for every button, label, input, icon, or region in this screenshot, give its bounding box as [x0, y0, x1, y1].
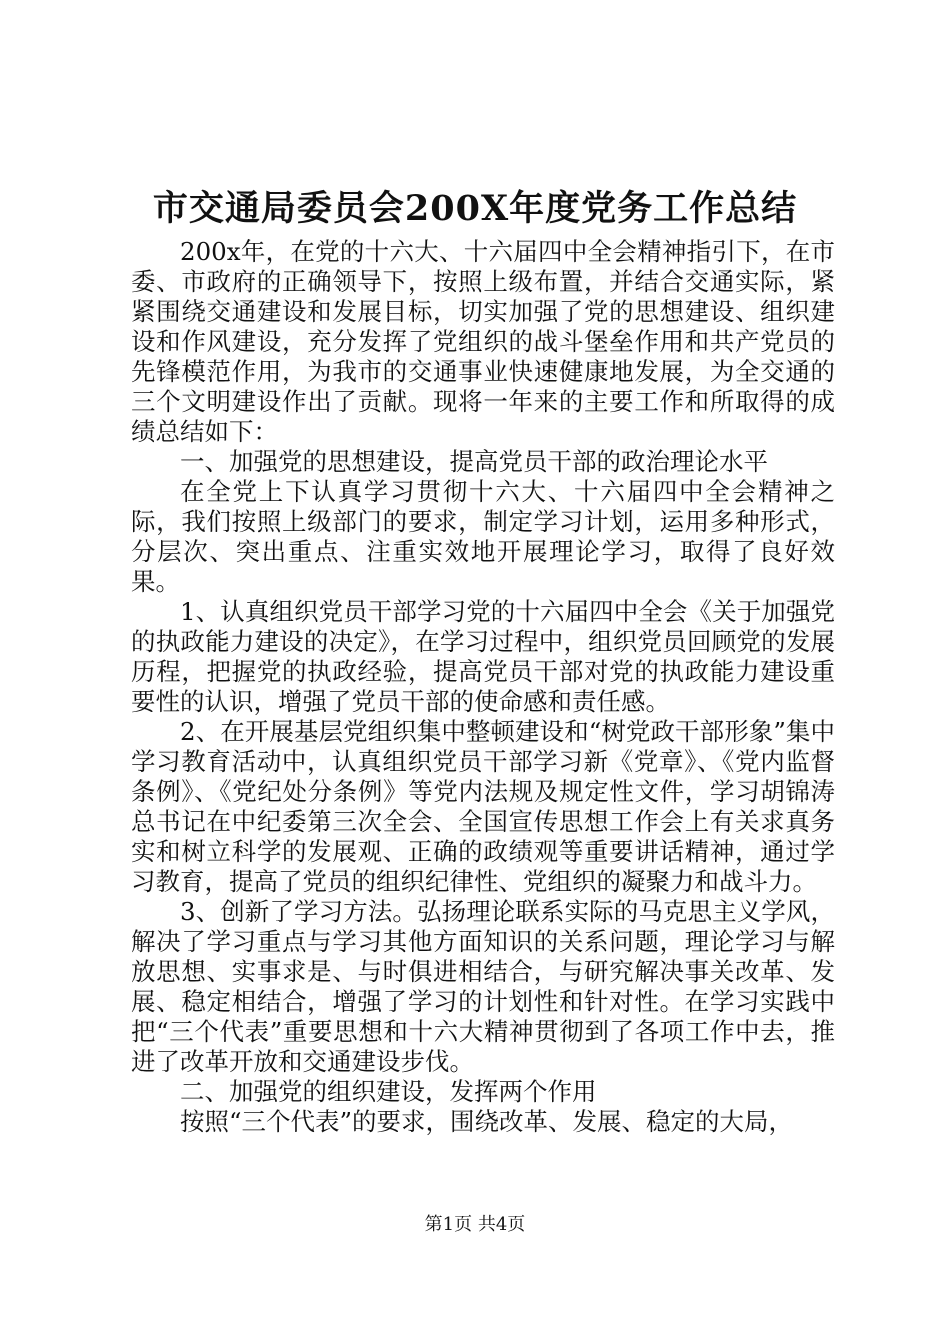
document-title: 市交通局委员会200X年度党务工作总结 — [152, 188, 798, 229]
page-number-footer: 第1页 共4页 — [424, 1214, 526, 1235]
paragraph-intro: 200x年，在党的十六大、十六届四中全会精神指引下，在市委、市政府的正确领导下，按照上级布置，并结合交通实际，紧紧围绕交通建设和发展目标，切实加强了党的思想建设、组织建设和作风建设，充分发挥了党组织的战斗堡垒作用和共产党员的先锋模范作用，为我市的交通事业快速健康地发展，为全交通的三个文明建设作出了贡献。现将一年来的主要工作和所取得的成绩总结如下： — [131, 237, 835, 446]
section-heading-2: 二、加强党的组织建设，发挥两个作用 — [180, 1077, 597, 1106]
paragraph-item-2: 2、在开展基层党组织集中整顿建设和“树党政干部形象”集中学习教育活动中，认真组织党员干部学习新《党章》、《党内监督条例》、《党纪处分条例》等党内法规及规定性文件，学习胡锦涛总书记在中纪委第三次全会、全国宣传思想工作会上有关求真务实和树立科学的发展观、正确的政绩观等重要讲话精神，通过学习教育，提高了党员的组织纪律性、党组织的凝聚力和战斗力。 — [131, 717, 835, 896]
paragraph-section-1: 在全党上下认真学习贯彻十六大、十六届四中全会精神之际，我们按照上级部门的要求，制定学习计划，运用多种形式，分层次、突出重点、注重实效地开展理论学习，取得了良好效果。 — [131, 477, 835, 596]
document-body — [131, 237, 835, 1137]
paragraph-item-1: 1、认真组织党员干部学习党的十六届四中全会《关于加强党的执政能力建设的决定》，在学习过程中，组织党员回顾党的发展历程，把握党的执政经验，提高党员干部对党的执政能力建设重要性的认识，增强了党员干部的使命感和责任感。 — [131, 597, 835, 716]
section-heading-1: 一、加强党的思想建设，提高党员干部的政治理论水平 — [180, 447, 768, 476]
paragraph-item-3: 3、创新了学习方法。弘扬理论联系实际的马克思主义学风，解决了学习重点与学习其他方面知识的关系问题，理论学习与解放思想、实事求是、与时俱进相结合，与研究解决事关改革、发展、稳定相结合，增强了学习的计划性和针对性。在学习实践中把“三个代表”重要思想和十六大精神贯彻到了各项工作中去，推进了改革开放和交通建设步伐。 — [131, 897, 835, 1076]
paragraph-section-2: 按照“三个代表”的要求，围绕改革、发展、稳定的大局， — [180, 1107, 794, 1136]
